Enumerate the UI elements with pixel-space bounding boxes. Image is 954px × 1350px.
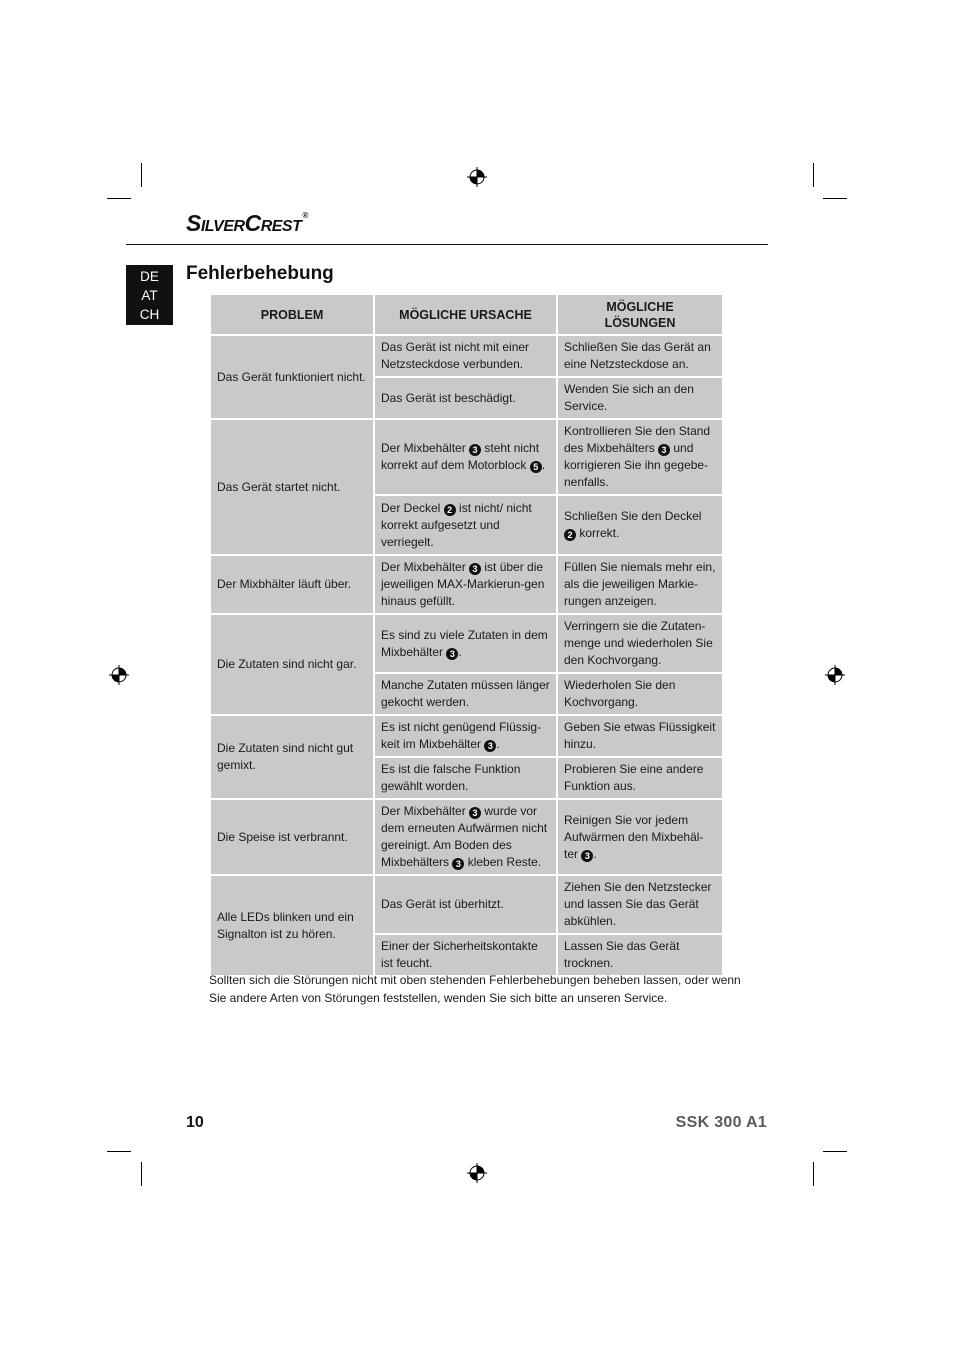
problem-cell: Alle LEDs blinken und ein Signalton ist zu hören. [210, 875, 374, 976]
table-row [210, 555, 723, 614]
problem-cell: Die Speise ist verbrannt. [210, 799, 374, 875]
crop-mark [107, 198, 131, 199]
registration-mark-icon [467, 167, 487, 187]
brand-logo-letter: C [244, 210, 261, 236]
brand-logo [186, 212, 308, 235]
language-tab [126, 265, 173, 325]
page-number: 10 [186, 1114, 204, 1131]
solution-cell: Lassen Sie das Gerät trocknen. [557, 934, 723, 976]
problem-cell: Der Mixbhälter läuft über. [210, 555, 374, 614]
table-body [210, 335, 723, 976]
cause-cell: Der Deckel 2 ist nicht/ nicht korrekt aufgesetzt und verriegelt. [374, 495, 557, 555]
cause-cell: Das Gerät ist überhitzt. [374, 875, 557, 934]
solution-cell: Füllen Sie niemals mehr ein, als die jeweiligen Markie-rungen anzeigen. [557, 555, 723, 614]
crop-mark [823, 1151, 847, 1152]
column-header-cause: MÖGLICHE URSACHE [374, 294, 557, 335]
language-code: CH [139, 307, 160, 322]
crop-mark [107, 1151, 131, 1152]
registration-mark-icon [467, 1163, 487, 1183]
crop-mark [813, 1162, 814, 1186]
problem-cell: Das Gerät funktioniert nicht. [210, 335, 374, 419]
part-number-icon: 3 [452, 858, 464, 870]
page-title: Fehlerbehebung [186, 263, 334, 284]
brand-logo-letter: S [186, 210, 201, 236]
solution-cell: Kontrollieren Sie den Stand des Mixbehälters 3 und korrigieren Sie ihn gegebe-nenfalls. [557, 419, 723, 495]
cause-cell: Es ist die falsche Funktion gewählt worden. [374, 757, 557, 799]
part-number-icon: 3 [658, 444, 670, 456]
language-code: AT [141, 288, 158, 303]
cause-cell: Es ist nicht genügend Flüssig-keit im Mixbehälter 3 . [374, 715, 557, 757]
registered-mark: ® [302, 211, 308, 220]
crop-mark [141, 163, 142, 187]
part-number-icon: 3 [469, 807, 481, 819]
solution-cell: Geben Sie etwas Flüssigkeit hinzu. [557, 715, 723, 757]
footnote: Sollten sich die Störungen nicht mit oben stehenden Fehlerbehebungen beheben lassen, oder wenn Sie andere Arten von Störungen feststellen, wenden Sie sich bitte an unseren Service. [209, 973, 741, 1005]
part-number-icon: 3 [469, 444, 481, 456]
cause-cell: Manche Zutaten müssen länger gekocht werden. [374, 673, 557, 715]
solution-cell: Probieren Sie eine andere Funktion aus. [557, 757, 723, 799]
table-row [210, 875, 723, 934]
part-number-icon: 2 [564, 529, 576, 541]
table-header-row [210, 294, 723, 335]
solution-cell: Reinigen Sie vor jedem Aufwärmen den Mixbehäl-ter 3 . [557, 799, 723, 875]
problem-cell: Die Zutaten sind nicht gut gemixt. [210, 715, 374, 799]
cause-cell: Der Mixbehälter 3 wurde vor dem erneuten Aufwärmen nicht gereinigt. Am Boden des Mixbehälters 3 kleben Reste. [374, 799, 557, 875]
problem-cell: Die Zutaten sind nicht gar. [210, 614, 374, 715]
cause-cell: Der Mixbehälter 3 ist über die jeweiligen MAX-Markierun-gen hinaus gefüllt. [374, 555, 557, 614]
solution-cell: Ziehen Sie den Netzstecker und lassen Sie das Gerät abkühlen. [557, 875, 723, 934]
part-number-icon: 3 [581, 850, 593, 862]
crop-mark [141, 1162, 142, 1186]
solution-cell: Wenden Sie sich an den Service. [557, 377, 723, 419]
cause-cell: Das Gerät ist beschädigt. [374, 377, 557, 419]
problem-cell: Das Gerät startet nicht. [210, 419, 374, 555]
troubleshooting-table [209, 293, 724, 977]
table-row [210, 799, 723, 875]
cause-cell: Der Mixbehälter 3 steht nicht korrekt auf dem Motorblock 5 . [374, 419, 557, 495]
registration-mark-icon [109, 665, 129, 685]
crop-mark [813, 163, 814, 187]
registration-mark-icon [825, 665, 845, 685]
model-number: SSK 300 A1 [675, 1114, 767, 1131]
brand-logo-text: ILVER [200, 218, 245, 235]
column-header-problem: PROBLEM [210, 294, 374, 335]
cause-cell: Es sind zu viele Zutaten in dem Mixbehälter 3 . [374, 614, 557, 673]
language-code: DE [140, 269, 159, 284]
solution-cell: Schließen Sie den Deckel 2 korrekt. [557, 495, 723, 555]
table-row [210, 419, 723, 495]
part-number-icon: 3 [469, 563, 481, 575]
part-number-icon: 2 [444, 504, 456, 516]
solution-cell: Schließen Sie das Gerät an eine Netzsteckdose an. [557, 335, 723, 377]
header-rule [126, 244, 768, 245]
cause-cell: Das Gerät ist nicht mit einer Netzsteckdose verbunden. [374, 335, 557, 377]
brand-logo-text: REST [260, 218, 302, 235]
column-header-solution: MÖGLICHE LÖSUNGEN [557, 294, 723, 335]
part-number-icon: 5 [530, 461, 542, 473]
table-row [210, 715, 723, 757]
table-row [210, 614, 723, 673]
solution-cell: Wiederholen Sie den Kochvorgang. [557, 673, 723, 715]
crop-mark [823, 198, 847, 199]
table-row [210, 335, 723, 377]
part-number-icon: 3 [446, 648, 458, 660]
cause-cell: Einer der Sicherheitskontakte ist feucht. [374, 934, 557, 976]
part-number-icon: 3 [484, 740, 496, 752]
solution-cell: Verringern sie die Zutaten-menge und wiederholen Sie den Kochvorgang. [557, 614, 723, 673]
